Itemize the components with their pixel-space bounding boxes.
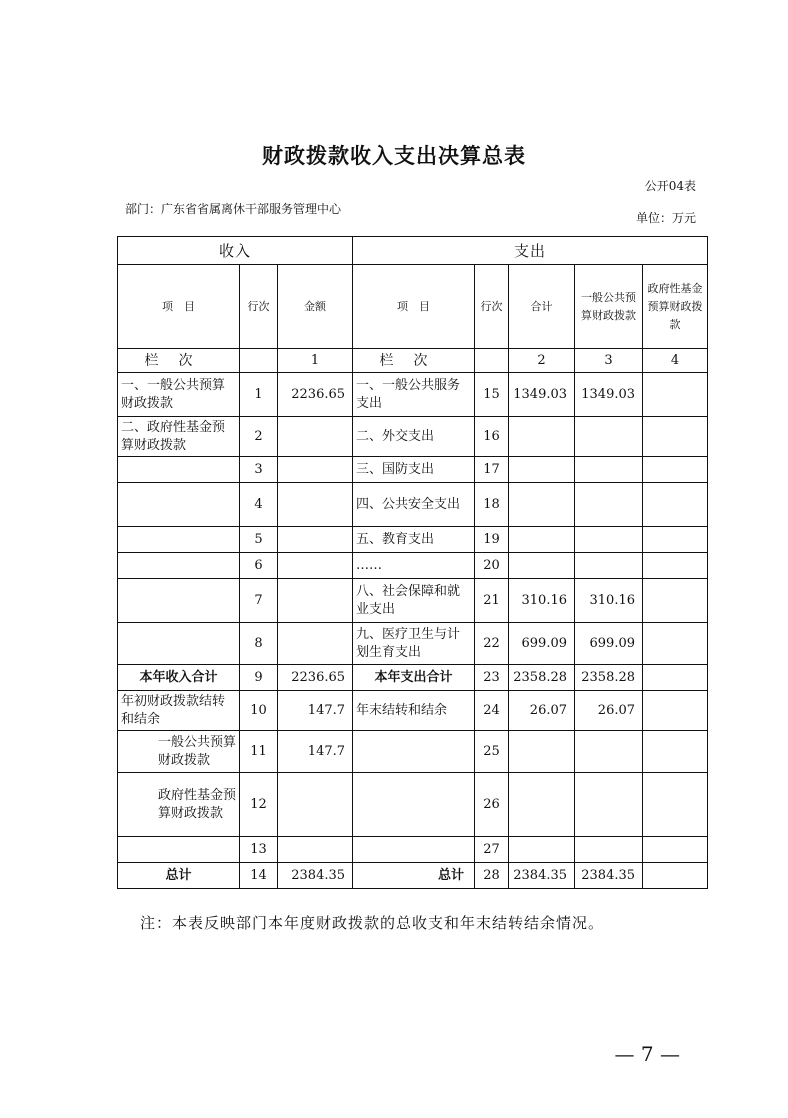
expense-item bbox=[353, 837, 475, 863]
table-row bbox=[118, 417, 708, 457]
expense-row-no-header: 行次 bbox=[475, 265, 509, 349]
income-item: 总计 bbox=[118, 863, 240, 889]
income-row-no: 6 bbox=[240, 553, 278, 579]
income-amount: 147.7 bbox=[278, 691, 353, 731]
income-row-no: 14 bbox=[240, 863, 278, 889]
income-item bbox=[118, 623, 240, 665]
expense-item: …… bbox=[353, 553, 475, 579]
income-row-no: 7 bbox=[240, 579, 278, 623]
expense-fund bbox=[643, 863, 708, 889]
income-amount bbox=[278, 457, 353, 483]
income-amount bbox=[278, 553, 353, 579]
expense-total bbox=[509, 417, 575, 457]
expense-row-no: 27 bbox=[475, 837, 509, 863]
expense-total: 2384.35 bbox=[509, 863, 575, 889]
table-row bbox=[118, 553, 708, 579]
table-row bbox=[118, 579, 708, 623]
income-item: 政府性基金预算财政拨款 bbox=[118, 773, 240, 837]
income-row-no: 13 bbox=[240, 837, 278, 863]
expense-total: 2358.28 bbox=[509, 665, 575, 691]
income-amount bbox=[278, 773, 353, 837]
income-row-no: 5 bbox=[240, 527, 278, 553]
expense-total-header: 合计 bbox=[509, 265, 575, 349]
income-item: 本年收入合计 bbox=[118, 665, 240, 691]
expense-general bbox=[575, 483, 643, 527]
income-amount bbox=[278, 417, 353, 457]
expense-lanci: 栏次 bbox=[353, 349, 475, 373]
income-header: 收入 bbox=[118, 237, 353, 265]
expense-item bbox=[353, 773, 475, 837]
page-title: 财政拨款收入支出决算总表 bbox=[262, 144, 526, 168]
income-item bbox=[118, 483, 240, 527]
expense-row-no: 17 bbox=[475, 457, 509, 483]
expense-total bbox=[509, 731, 575, 773]
expense-total bbox=[509, 773, 575, 837]
expense-total: 26.07 bbox=[509, 691, 575, 731]
expense-item: 一、一般公共服务支出 bbox=[353, 373, 475, 417]
expense-row-no: 24 bbox=[475, 691, 509, 731]
income-amount bbox=[278, 623, 353, 665]
expense-fund bbox=[643, 527, 708, 553]
table-row bbox=[118, 863, 708, 889]
expense-row-no: 19 bbox=[475, 527, 509, 553]
expense-fund bbox=[643, 665, 708, 691]
col-index-1: 1 bbox=[278, 349, 353, 373]
income-row-no: 8 bbox=[240, 623, 278, 665]
expense-total: 699.09 bbox=[509, 623, 575, 665]
expense-fund bbox=[643, 623, 708, 665]
expense-general: 26.07 bbox=[575, 691, 643, 731]
expense-item bbox=[353, 731, 475, 773]
table-row bbox=[118, 483, 708, 527]
expense-general bbox=[575, 457, 643, 483]
expense-general bbox=[575, 553, 643, 579]
income-item: 一、一般公共预算财政拨款 bbox=[118, 373, 240, 417]
income-item bbox=[118, 527, 240, 553]
income-amount-header: 金额 bbox=[278, 265, 353, 349]
empty-cell bbox=[475, 349, 509, 373]
department-label: 部门：广东省省属离休干部服务管理中心 bbox=[125, 202, 342, 216]
income-row-no: 1 bbox=[240, 373, 278, 417]
expense-fund bbox=[643, 773, 708, 837]
expense-total bbox=[509, 483, 575, 527]
table-row bbox=[118, 527, 708, 553]
expense-item: 年末结转和结余 bbox=[353, 691, 475, 731]
expense-row-no: 15 bbox=[475, 373, 509, 417]
expense-row-no: 18 bbox=[475, 483, 509, 527]
expense-fund bbox=[643, 553, 708, 579]
expense-row-no: 16 bbox=[475, 417, 509, 457]
expense-item: 八、社会保障和就业支出 bbox=[353, 579, 475, 623]
income-item bbox=[118, 457, 240, 483]
income-row-no: 11 bbox=[240, 731, 278, 773]
expense-row-no: 21 bbox=[475, 579, 509, 623]
finance-table bbox=[117, 236, 708, 889]
expense-total bbox=[509, 837, 575, 863]
income-item-header: 项 目 bbox=[118, 265, 240, 349]
income-amount bbox=[278, 837, 353, 863]
expense-fund bbox=[643, 579, 708, 623]
expense-fund bbox=[643, 483, 708, 527]
expense-row-no: 28 bbox=[475, 863, 509, 889]
expense-fund bbox=[643, 731, 708, 773]
expense-fund bbox=[643, 373, 708, 417]
table-note: 注：本表反映部门本年度财政拨款的总收支和年末结转结余情况。 bbox=[140, 914, 605, 932]
empty-cell bbox=[240, 349, 278, 373]
income-item: 年初财政拨款结转和结余 bbox=[118, 691, 240, 731]
expense-general bbox=[575, 527, 643, 553]
expense-item: 总计 bbox=[353, 863, 475, 889]
expense-row-no: 22 bbox=[475, 623, 509, 665]
income-row-no: 3 bbox=[240, 457, 278, 483]
col-index-2: 2 bbox=[509, 349, 575, 373]
expense-item-header: 项 目 bbox=[353, 265, 475, 349]
expense-general bbox=[575, 731, 643, 773]
table-row bbox=[118, 731, 708, 773]
table-row bbox=[118, 623, 708, 665]
expense-row-no: 26 bbox=[475, 773, 509, 837]
income-item bbox=[118, 553, 240, 579]
expense-item: 二、外交支出 bbox=[353, 417, 475, 457]
income-amount: 2236.65 bbox=[278, 665, 353, 691]
general-budget-header: 一般公共预算财政拨款 bbox=[575, 265, 643, 349]
income-amount bbox=[278, 527, 353, 553]
income-lanci: 栏次 bbox=[118, 349, 240, 373]
expense-total: 1349.03 bbox=[509, 373, 575, 417]
table-row bbox=[118, 665, 708, 691]
income-item bbox=[118, 837, 240, 863]
expense-total bbox=[509, 553, 575, 579]
expense-total bbox=[509, 527, 575, 553]
expense-row-no: 25 bbox=[475, 731, 509, 773]
expense-row-no: 20 bbox=[475, 553, 509, 579]
expense-general bbox=[575, 837, 643, 863]
income-row-no: 2 bbox=[240, 417, 278, 457]
table-row bbox=[118, 457, 708, 483]
expense-row-no: 23 bbox=[475, 665, 509, 691]
expense-fund bbox=[643, 457, 708, 483]
income-amount: 2384.35 bbox=[278, 863, 353, 889]
unit-label: 单位：万元 bbox=[635, 211, 696, 225]
income-row-no: 9 bbox=[240, 665, 278, 691]
expense-general: 699.09 bbox=[575, 623, 643, 665]
income-item: 二、政府性基金预算财政拨款 bbox=[118, 417, 240, 457]
expense-general: 2358.28 bbox=[575, 665, 643, 691]
col-index-4: 4 bbox=[643, 349, 708, 373]
table-row bbox=[118, 373, 708, 417]
table-row bbox=[118, 691, 708, 731]
expense-item: 五、教育支出 bbox=[353, 527, 475, 553]
expense-total: 310.16 bbox=[509, 579, 575, 623]
expense-item: 本年支出合计 bbox=[353, 665, 475, 691]
income-amount bbox=[278, 483, 353, 527]
income-amount: 2236.65 bbox=[278, 373, 353, 417]
expense-item: 四、公共安全支出 bbox=[353, 483, 475, 527]
table-row bbox=[118, 773, 708, 837]
expense-fund bbox=[643, 691, 708, 731]
expense-general bbox=[575, 417, 643, 457]
page-number: — 7 — bbox=[614, 1042, 680, 1066]
gov-fund-header: 政府性基金预算财政拨款 bbox=[643, 265, 708, 349]
form-number: 公开04表 bbox=[644, 179, 696, 193]
income-row-no: 12 bbox=[240, 773, 278, 837]
expense-header: 支出 bbox=[353, 237, 708, 265]
expense-item: 九、医疗卫生与计划生育支出 bbox=[353, 623, 475, 665]
expense-general bbox=[575, 773, 643, 837]
income-row-no: 10 bbox=[240, 691, 278, 731]
income-item bbox=[118, 579, 240, 623]
expense-fund bbox=[643, 417, 708, 457]
income-row-no: 4 bbox=[240, 483, 278, 527]
income-amount bbox=[278, 579, 353, 623]
expense-general: 310.16 bbox=[575, 579, 643, 623]
income-amount: 147.7 bbox=[278, 731, 353, 773]
expense-general: 1349.03 bbox=[575, 373, 643, 417]
expense-item: 三、国防支出 bbox=[353, 457, 475, 483]
income-row-no-header: 行次 bbox=[240, 265, 278, 349]
col-index-3: 3 bbox=[575, 349, 643, 373]
expense-fund bbox=[643, 837, 708, 863]
expense-total bbox=[509, 457, 575, 483]
table-row bbox=[118, 837, 708, 863]
income-item: 一般公共预算财政拨款 bbox=[118, 731, 240, 773]
expense-general: 2384.35 bbox=[575, 863, 643, 889]
